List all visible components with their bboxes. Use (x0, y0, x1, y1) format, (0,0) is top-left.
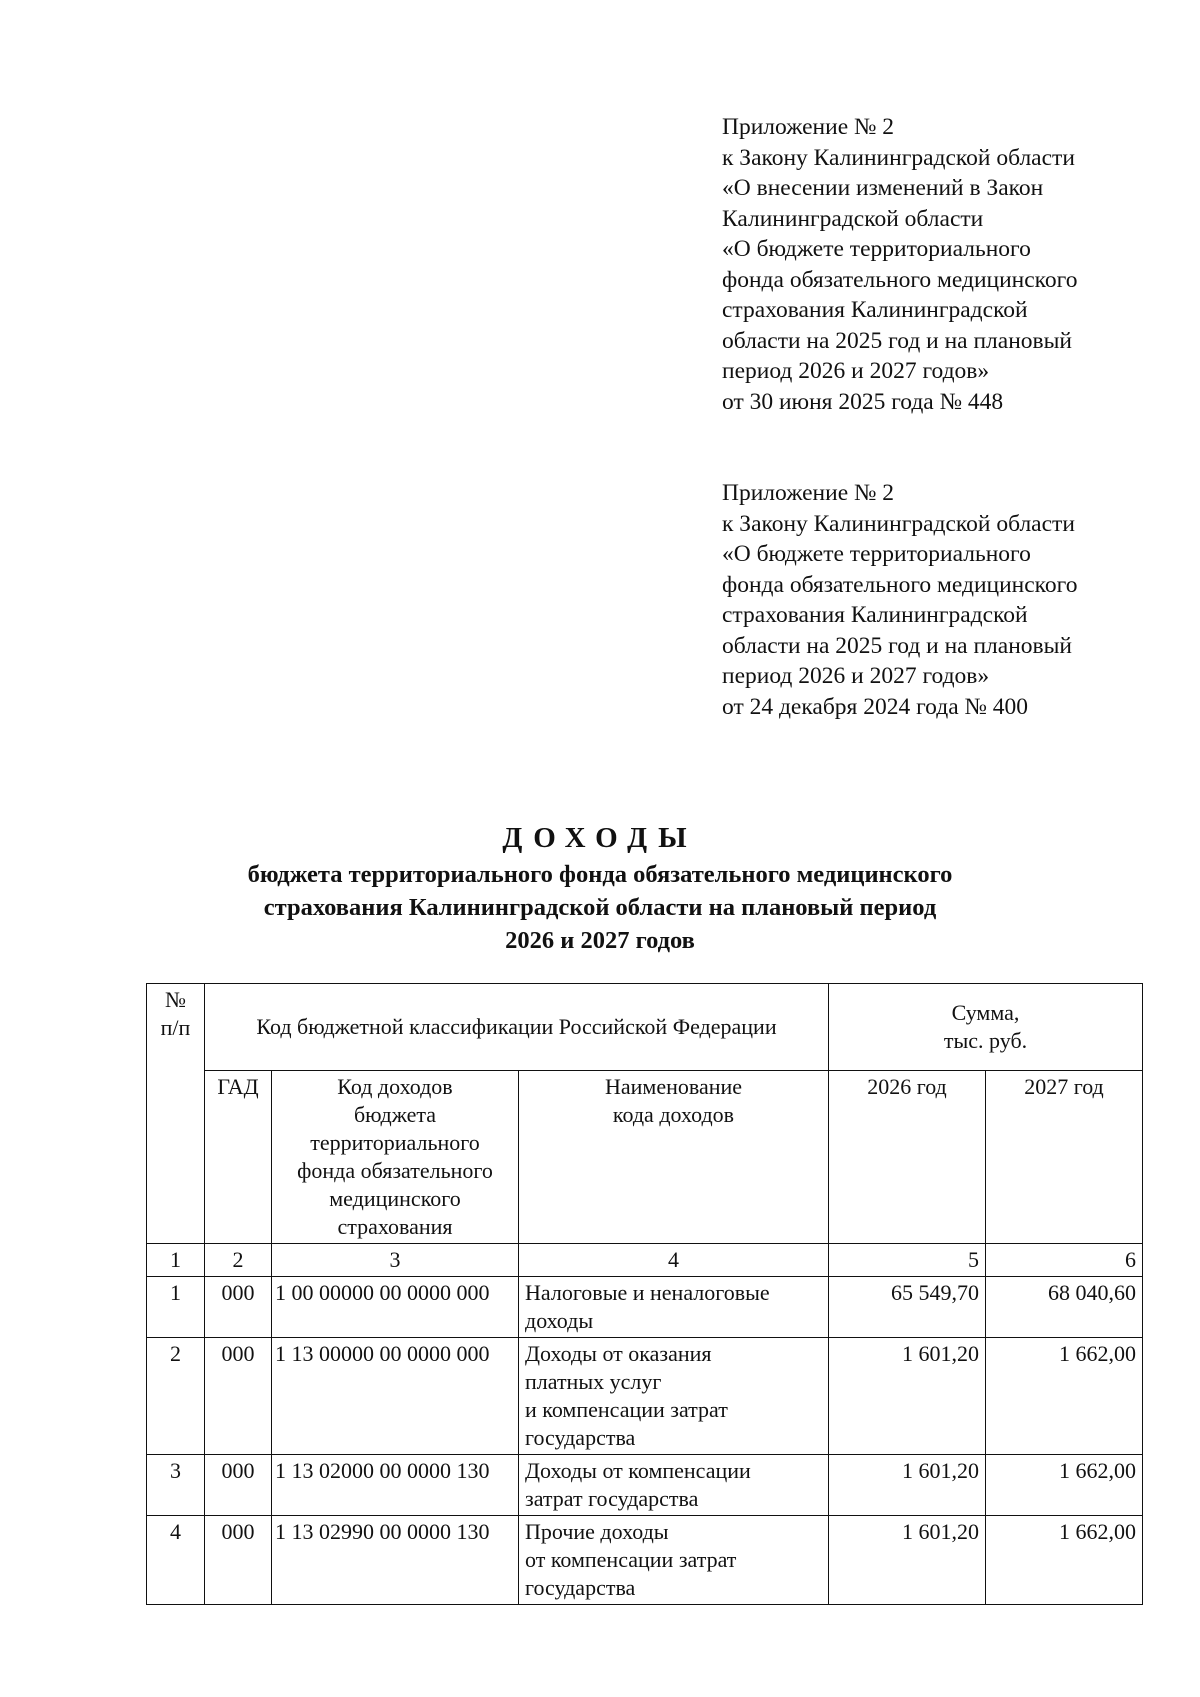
appendix-line: «О бюджете территориального (722, 541, 1031, 567)
row-income-name: Доходы от компенсации затрат государства (519, 1455, 829, 1516)
column-number: 5 (829, 1244, 986, 1277)
table-subheader-row (147, 1071, 1143, 1244)
appendix-line: Приложение № 2 (722, 480, 895, 506)
document-subtitle-line: 2026 и 2027 годов (505, 927, 695, 954)
appendix-line: от 30 июня 2025 года № 448 (722, 388, 1004, 415)
row-gad: 000 (205, 1516, 272, 1605)
document-title: ДОХОДЫ (502, 822, 698, 854)
appendix-line: страхования Калининградской (722, 602, 1028, 628)
appendix-line: от 24 декабря 2024 года № 400 (722, 693, 1029, 720)
row-income-name: Прочие доходы от компенсации затрат государства (519, 1516, 829, 1605)
appendix-line: к Закону Калининградской области (722, 144, 1075, 171)
row-amount-2027: 1 662,00 (986, 1516, 1143, 1605)
row-gad: 000 (205, 1455, 272, 1516)
row-amount-2027: 68 040,60 (986, 1277, 1143, 1338)
row-income-code: 1 13 02990 00 0000 130 (272, 1516, 519, 1605)
header-2026-cell: 2026 год (829, 1071, 986, 1244)
header-gad-cell: ГАД (205, 1071, 272, 1244)
appendix-line: к Закону Калининградской области (722, 510, 1075, 537)
column-number: 2 (205, 1244, 272, 1277)
row-number: 4 (147, 1516, 205, 1605)
appendix-line: период 2026 и 2027 годов» (722, 663, 990, 689)
appendix-line: области на 2025 год и на плановый (722, 632, 1072, 659)
appendix-line: области на 2025 год и на плановый (722, 327, 1072, 354)
appendix-line: фонда обязательного медицинского (722, 571, 1078, 598)
table-header-row (147, 984, 1143, 1071)
document-heading (0, 818, 1200, 957)
row-income-code: 1 13 00000 00 0000 000 (272, 1338, 519, 1455)
row-gad: 000 (205, 1338, 272, 1455)
table-row (147, 1338, 1143, 1455)
row-income-name: Доходы от оказания платных услуг и компенсации затрат государства (519, 1338, 829, 1455)
appendix-line: Калининградской области (722, 205, 984, 232)
column-number: 1 (147, 1244, 205, 1277)
appendix-line: страхования Калининградской (722, 297, 1028, 323)
income-table (146, 983, 1143, 1605)
document-subtitle-line: бюджета территориального фонда обязательного медицинского (247, 861, 953, 888)
appendix-original-reference (722, 478, 1142, 722)
row-amount-2026: 65 549,70 (829, 1277, 986, 1338)
appendix-line: «О внесении изменений в Закон (722, 175, 1044, 201)
row-income-code: 1 13 02000 00 0000 130 (272, 1455, 519, 1516)
appendix-line: «О бюджете территориального (722, 236, 1031, 262)
header-code-cell: Код доходов бюджета территориального фонда обязательного медицинского страхования (272, 1071, 519, 1244)
table-row (147, 1516, 1143, 1605)
header-sum-cell: Сумма, тыс. руб. (829, 984, 1143, 1071)
row-number: 2 (147, 1338, 205, 1455)
header-name-cell: Наименование кода доходов (519, 1071, 829, 1244)
header-kbk-cell: Код бюджетной классификации Российской Федерации (205, 984, 829, 1071)
table-row (147, 1277, 1143, 1338)
appendix-line: фонда обязательного медицинского (722, 266, 1078, 293)
row-amount-2027: 1 662,00 (986, 1338, 1143, 1455)
header-2027-cell: 2027 год (986, 1071, 1143, 1244)
table-row (147, 1455, 1143, 1516)
appendix-line: период 2026 и 2027 годов» (722, 358, 990, 384)
column-number-row (147, 1244, 1143, 1277)
column-number: 6 (986, 1244, 1143, 1277)
appendix-current-reference (722, 112, 1142, 417)
row-amount-2026: 1 601,20 (829, 1516, 986, 1605)
row-income-name: Налоговые и неналоговые доходы (519, 1277, 829, 1338)
column-number: 4 (519, 1244, 829, 1277)
row-gad: 000 (205, 1277, 272, 1338)
column-number: 3 (272, 1244, 519, 1277)
row-amount-2026: 1 601,20 (829, 1338, 986, 1455)
row-income-code: 1 00 00000 00 0000 000 (272, 1277, 519, 1338)
row-number: 1 (147, 1277, 205, 1338)
document-subtitle-line: страхования Калининградской области на плановый период (263, 894, 937, 921)
row-amount-2026: 1 601,20 (829, 1455, 986, 1516)
appendix-line: Приложение № 2 (722, 114, 895, 140)
header-number-cell: № п/п (147, 984, 205, 1244)
row-number: 3 (147, 1455, 205, 1516)
row-amount-2027: 1 662,00 (986, 1455, 1143, 1516)
